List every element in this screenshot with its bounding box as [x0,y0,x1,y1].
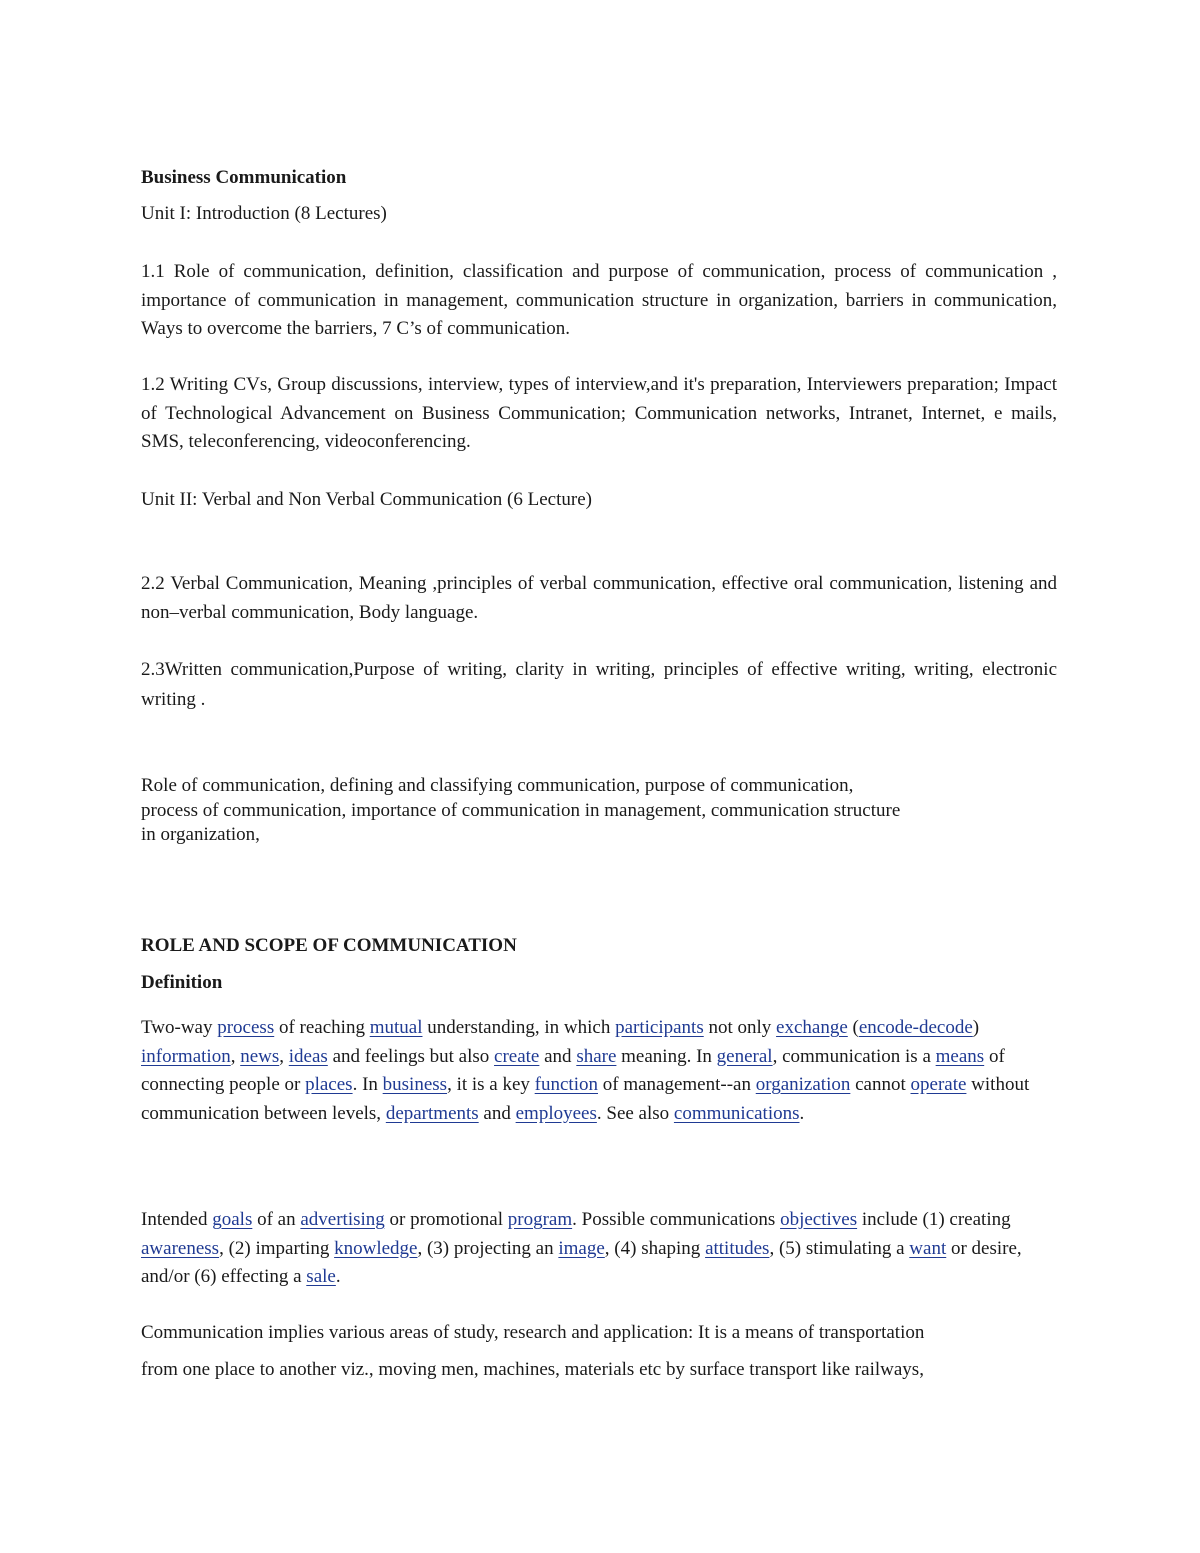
role-paragraph [141,774,1011,848]
text: and [539,1045,577,1067]
text: . Possible communications [572,1209,781,1230]
role-line: in organization, [141,824,260,845]
role-line: process of communication, importance of communication in management, communication structure [141,799,901,821]
role-line: Role of communication, defining and classifying communication, purpose of communication, [141,775,854,796]
link-mutual[interactable]: mutual [369,1017,423,1038]
text: meaning. In [616,1045,717,1067]
text: , (3) projecting an [417,1237,559,1259]
text: and feelings but also [327,1045,495,1067]
paragraph-1-2: 1.2 Writing CVs, Group discussions, interview, types of interview,and it's preparation, Interviewers preparation; Impact of Technological Advancement on Business Communication; Communication networks, Intranet, Internet, e mails, SMS, teleconferencing, videoconferencing. [141,374,1057,452]
link-encode-decode[interactable]: encode-decode [858,1017,973,1038]
text: , it is a key [447,1074,535,1095]
unit-1-heading: Unit I: Introduction (8 Lectures) [141,203,387,224]
text: without communication between levels, [141,1074,1030,1124]
link-employees[interactable]: employees [515,1102,597,1124]
document-title: Business Communication [141,167,347,188]
definition-paragraph [141,1014,1057,1128]
link-goals[interactable]: goals [212,1209,253,1230]
paragraph-2-2: 2.2 Verbal Communication, Meaning ,principles of verbal communication, effective oral communication, listening and non–verbal communication, Body language. [141,573,1057,623]
text: ) [972,1017,980,1038]
text: , [279,1045,289,1067]
goals-paragraph [141,1206,1057,1292]
text: of an [252,1209,301,1230]
link-operate[interactable]: operate [910,1074,967,1095]
text: of connecting people or [141,1045,1005,1095]
text: include (1) creating [857,1209,1011,1230]
transport-line: Communication implies various areas of study, research and application: It is a means of transportation [141,1322,925,1343]
text: or desire, and/or (6) effecting a [141,1237,1022,1287]
text: , (4) shaping [604,1237,706,1259]
link-business[interactable]: business [382,1074,448,1095]
link-attitudes[interactable]: attitudes [705,1237,770,1259]
link-communications[interactable]: communications [673,1102,800,1124]
transport-paragraph [141,1314,1057,1388]
text: cannot [850,1074,911,1095]
text: of reaching [274,1017,370,1038]
link-process[interactable]: process [217,1017,275,1038]
paragraph-1-1: 1.1 Role of communication, definition, classification and purpose of communication, process of communication , importance of communication in management, communication structure in organization, barriers in communication, Ways to overcome the barriers, 7 C’s of communication. [141,261,1057,339]
text: ( [847,1017,859,1038]
text: and [478,1102,516,1124]
link-knowledge[interactable]: knowledge [334,1237,418,1259]
link-exchange[interactable]: exchange [776,1017,848,1038]
link-ideas[interactable]: ideas [288,1045,328,1067]
definition-heading: Definition [141,972,223,993]
link-awareness[interactable]: awareness [141,1237,220,1259]
text: , (5) stimulating a [769,1237,910,1259]
link-places[interactable]: places [305,1074,353,1095]
link-departments[interactable]: departments [385,1102,479,1124]
link-participants[interactable]: participants [615,1017,704,1038]
text: , [230,1045,241,1067]
text: . In [352,1074,383,1095]
link-image[interactable]: image [558,1237,605,1259]
text: Intended [141,1209,213,1230]
text: . See also [596,1102,674,1124]
text: of management--an [598,1074,756,1095]
text: . [799,1102,805,1124]
unit-2-heading: Unit II: Verbal and Non Verbal Communication (6 Lecture) [141,489,592,510]
paragraph-2-3: 2.3Written communication,Purpose of writing, clarity in writing, principles of effective writing, writing, electronic writing . [141,659,1057,710]
link-means[interactable]: means [935,1045,985,1067]
text: , communication is a [772,1045,936,1067]
link-function[interactable]: function [534,1074,598,1095]
link-advertising[interactable]: advertising [300,1209,385,1230]
text: understanding, in which [422,1017,616,1038]
transport-line: from one place to another viz., moving men, machines, materials etc by surface transport like railways, [141,1359,924,1380]
link-news[interactable]: news [240,1045,280,1067]
text: Two-way [141,1017,218,1038]
text: or promotional [384,1209,508,1230]
link-general[interactable]: general [716,1045,773,1067]
link-program[interactable]: program [507,1209,573,1230]
link-organization[interactable]: organization [755,1074,851,1095]
link-share[interactable]: share [576,1045,617,1067]
link-want[interactable]: want [909,1237,947,1259]
section-heading: ROLE AND SCOPE OF COMMUNICATION [141,935,517,956]
link-sale[interactable]: sale [306,1266,336,1287]
link-objectives[interactable]: objectives [780,1209,858,1230]
text: not only [703,1017,777,1038]
text: . [335,1266,341,1287]
text: , (2) imparting [219,1237,335,1259]
link-information[interactable]: information [141,1045,231,1067]
link-create[interactable]: create [494,1045,540,1067]
